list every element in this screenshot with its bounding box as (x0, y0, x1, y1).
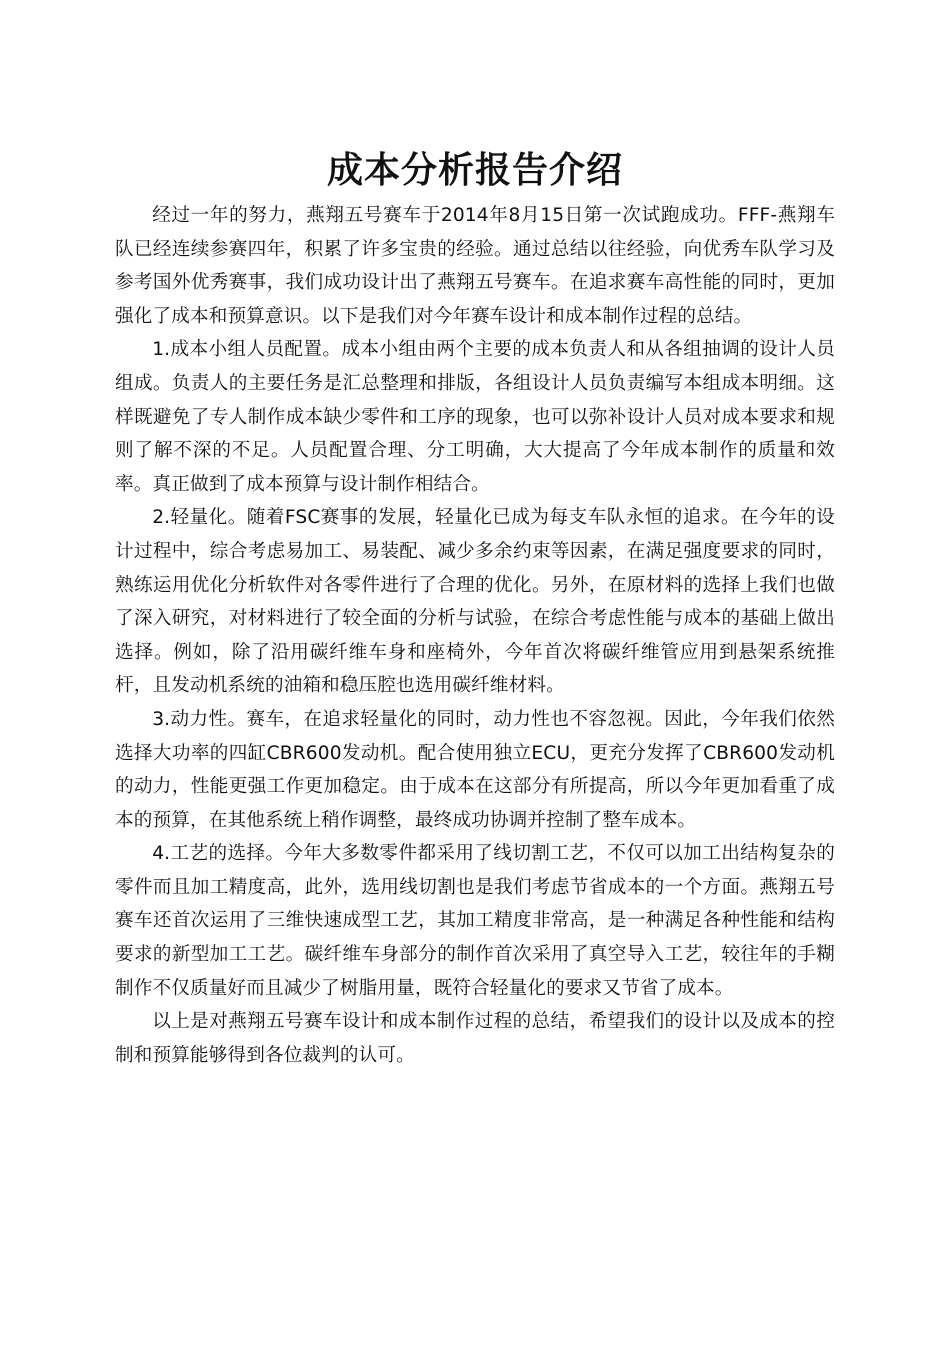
paragraph-process: 4.工艺的选择。今年大多数零件都采用了线切割工艺，不仅可以加工出结构复杂的零件而且加工精度高，此外，选用线切割也是我们考虑节省成本的一个方面。燕翔五号赛车还首次运用了三维快速成型工艺，其加工精度非常高，是一种满足各种性能和结构要求的新型加工工艺。碳纤维车身部分的制作首次采用了真空导入工艺，较往年的手糊制作不仅质量好而且减少了树脂用量，既符合轻量化的要求又节省了成本。 (115, 843, 835, 999)
paragraph-intro: 经过一年的努力，燕翔五号赛车于2014年8月15日第一次试跑成功。FFF-燕翔车队已经连续参赛四年，积累了许多宝贵的经验。通过总结以往经验，向优秀车队学习及参考国外优秀赛事，我们成功设计出了燕翔五号赛车。在追求赛车高性能的同时，更加强化了成本和预算意识。以下是我们对今年赛车设计和成本制作过程的总结。 (115, 205, 835, 327)
document-title: 成本分析报告介绍 (326, 150, 623, 191)
paragraph-conclusion: 以上是对燕翔五号赛车设计和成本制作过程的总结，希望我们的设计以及成本的控制和预算能够得到各位裁判的认可。 (115, 1011, 835, 1066)
paragraph-power: 3.动力性。赛车，在追求轻量化的同时，动力性也不容忽视。因此，今年我们依然选择大功率的四缸CBR600发动机。配合使用独立ECU，更充分发挥了CBR600发动机的动力，性能更强工作更加稳定。由于成本在这部分有所提高，所以今年更加看重了成本的预算，在其他系统上稍作调整，最终成功协调并控制了整车成本。 (115, 708, 835, 831)
paragraph-staffing: 1.成本小组人员配置。成本小组由两个主要的成本负责人和从各组抽调的设计人员组成。负责人的主要任务是汇总整理和排版，各组设计人员负责编写本组成本明细。这样既避免了专人制作成本缺少零件和工序的现象，也可以弥补设计人员对成本要求和规则了解不深的不足。人员配置合理、分工明确，大大提高了今年成本制作的质量和效率。真正做到了成本预算与设计制作相结合。 (115, 339, 835, 495)
paragraph-lightweight: 2.轻量化。随着FSC赛事的发展，轻量化已成为每支车队永恒的追求。在今年的设计过程中，综合考虑易加工、易装配、减少多余约束等因素，在满足强度要求的同时，熟练运用优化分析软件对各零件进行了合理的优化。另外，在原材料的选择上我们也做了深入研究，对材料进行了较全面的分析与试验，在综合考虑性能与成本的基础上做出选择。例如，除了沿用碳纤维车身和座椅外，今年首次将碳纤维管应用到悬架系统推杆，且发动机系统的油箱和稳压腔也选用碳纤维材料。 (115, 507, 835, 697)
